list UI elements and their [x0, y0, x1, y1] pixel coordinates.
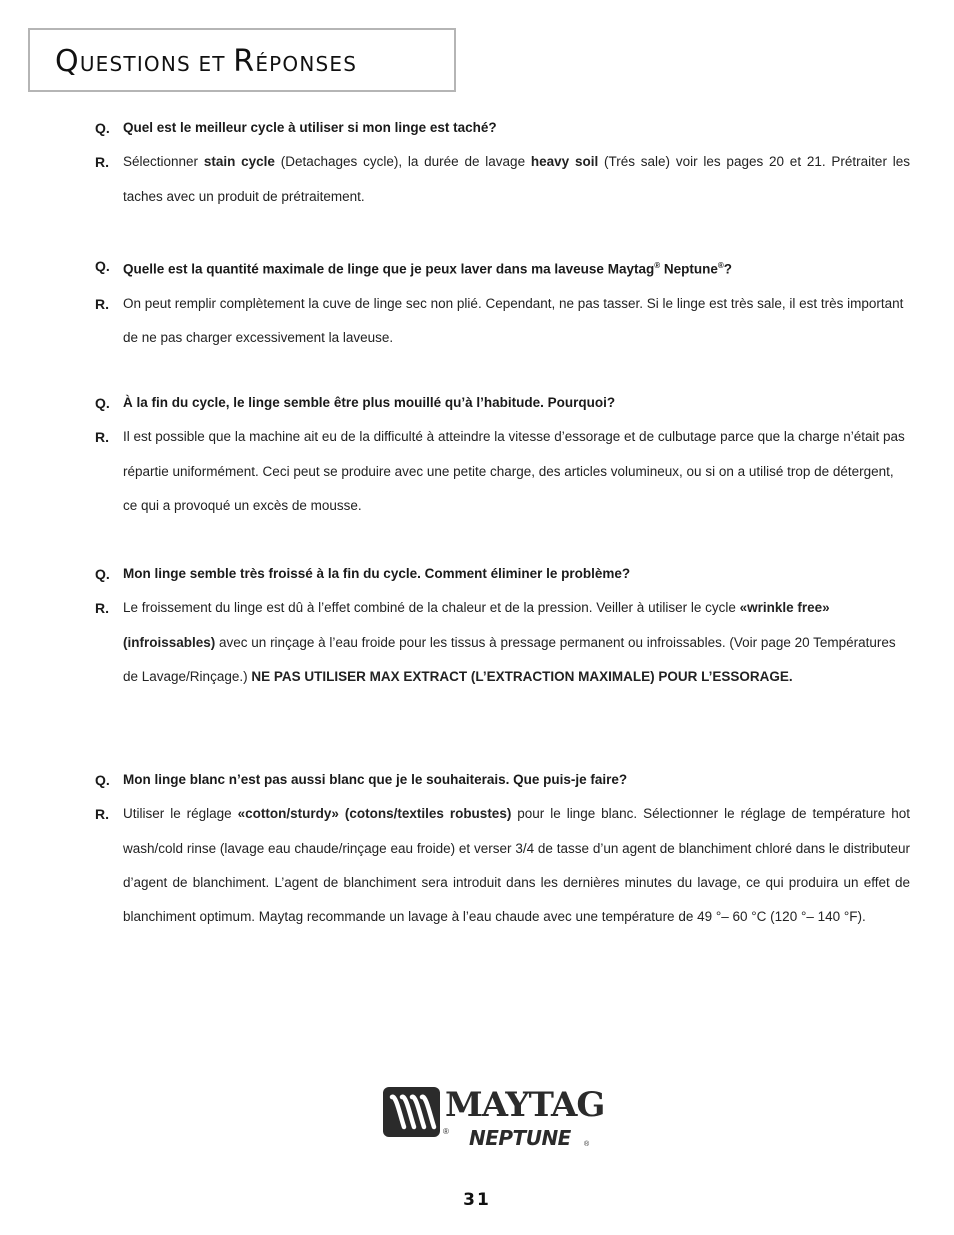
logo-brand: MAYTAG — [445, 1085, 605, 1125]
page-number: 31 — [463, 1190, 491, 1210]
question-1: Q. Quel est le meilleur cycle à utiliser si mon linge est taché? — [95, 120, 497, 136]
answer-1: R. Sélectionner stain cycle (Detachages cycle), la durée de lavage heavy soil (Trés sale) voir les pages 20 et 21. Prétraiter les taches avec un produit de prétraitement. — [95, 154, 910, 204]
question-4: Q. Mon linge semble très froissé à la fin du cycle. Comment éliminer le problème? — [95, 566, 631, 582]
question-3: Q. À la fin du cycle, le linge semble être plus mouillé qu’à l’habitude. Pourquoi? — [95, 395, 616, 411]
title-box — [28, 28, 456, 92]
page-title: QUESTIONS ET RÉPONSES — [55, 44, 358, 79]
qa-item-5 — [95, 763, 910, 934]
answer-5: R. Utiliser le réglage «cotton/sturdy» (cotons/textiles robustes) pour le linge blanc. Sélectionner le réglage de température hot wash/cold rinse (lavage eau chaude/rinçage eau froide) et verser 3/4 de tasse d’un agent de blanchiment chloré dans le distributeur d’agent de blanchiment. L’agent de blanchiment sera introduit dans les dernières minutes du lavage, ce qui produira un effet de blanchiment optimum. Maytag recommande un lavage à l’eau chaude avec une température de 49 °– 60 °C (120 °– 140 °F). — [95, 806, 911, 925]
qa-item-4 — [95, 557, 910, 694]
qa-item-1 — [95, 111, 910, 214]
answer-3: R. Il est possible que la machine ait eu de la difficulté à atteindre la vitesse d’essorage et de culbutage parce que la charge n’était pas répartie uniformément. Ceci peut se produire avec une petite charge, des articles volumineux, ou si on a utilisé trop de détergent, ce qui a provoqué un excès de mousse. — [95, 429, 905, 513]
logo-product-registered-mark: ® — [584, 1141, 590, 1148]
question-5: Q. Mon linge blanc n’est pas aussi blanc que je le souhaiterais. Que puis-je faire? — [95, 772, 628, 788]
qa-item-3 — [95, 386, 910, 523]
logo-product: NEPTUNE — [469, 1126, 571, 1150]
answer-2: R. On peut remplir complètement la cuve de linge sec non plié. Cependant, ne pas tasser. Si le linge est très sale, il est très important de ne pas charger excessivement la laveuse. — [95, 295, 904, 346]
answer-4: R. Le froissement du linge est dû à l’effet combiné de la chaleur et de la pression. Veiller à utiliser le cycle «wrinkle free» (infroissables) avec un rinçage à l’eau froide pour les tissus à pressage permanent ou infroissables. (Voir page 20 Températures de Lavage/Rinçage.) NE PAS UTILISER MAX EXTRACT (L’EXTRACTION MAXIMALE) POUR L’ESSORAGE. — [95, 600, 896, 684]
qa-item-2 — [95, 249, 910, 355]
question-2: Q. Quelle est la quantité maximale de linge que je peux laver dans ma laveuse Maytag® Neptune®? — [95, 258, 733, 277]
maytag-neptune-logo — [383, 1085, 605, 1153]
logo-registered-mark: ® — [443, 1127, 449, 1136]
